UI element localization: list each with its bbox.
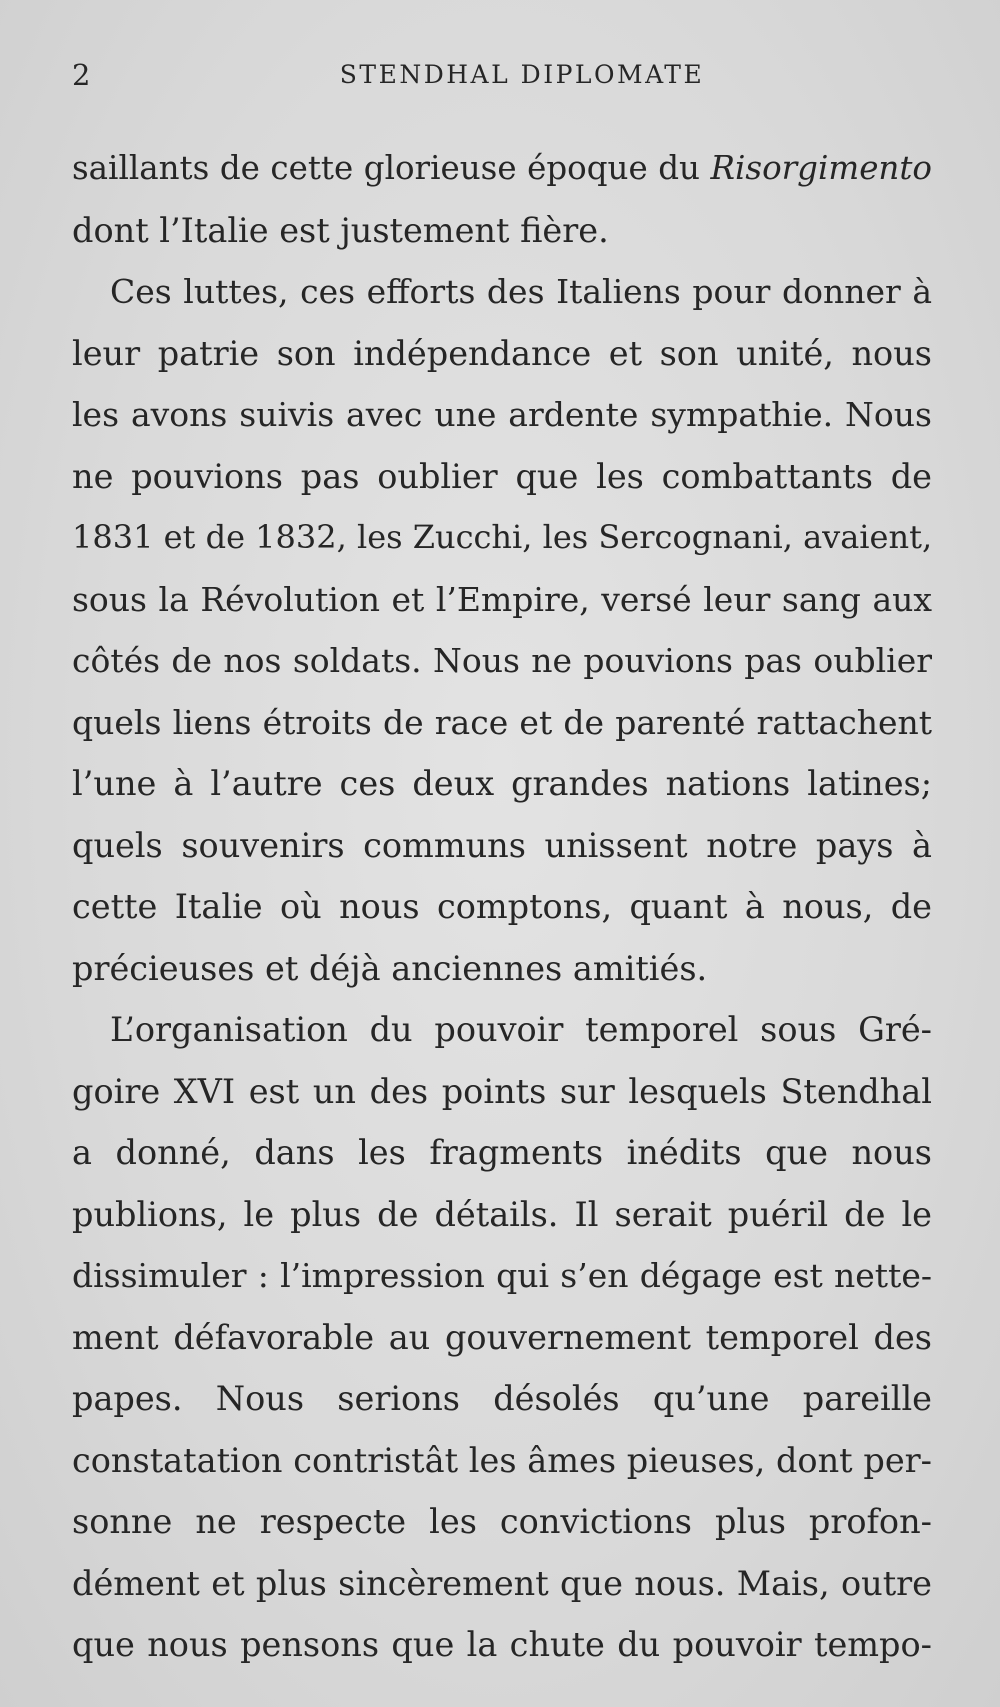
text-line: [72, 138, 932, 200]
text-line: [72, 200, 932, 262]
line-text: dément et plus sincèrement que nous. Mais, outre: [72, 1563, 932, 1603]
text-line: [72, 1491, 932, 1553]
text-line: [72, 446, 932, 508]
line-text: dissimuler : l’impression qui s’en dégage est nette-: [72, 1256, 932, 1295]
line-text: goire XVI est un des points sur lesquels Stendhal: [72, 1071, 932, 1111]
text-line: [72, 999, 932, 1061]
line-text: L’organisation du pouvoir temporel sous Gré-: [110, 1010, 932, 1049]
text-line: [72, 1307, 932, 1369]
text-line: [72, 876, 932, 938]
text-line: [72, 1061, 932, 1123]
text-line: [72, 692, 932, 754]
text-line: [72, 1368, 932, 1430]
text-line: [72, 507, 932, 569]
line-text: a donné, dans les fragments inédits que nous: [72, 1133, 932, 1172]
text-line: [72, 1614, 932, 1676]
text-line: [72, 569, 932, 631]
running-title: STENDHAL DIPLOMATE: [339, 60, 705, 89]
line-text: l’une à l’autre ces deux grandes nations latines;: [72, 764, 932, 803]
line-text: leur patrie son indépendance et son unité, nous: [72, 333, 932, 373]
body-text: [72, 138, 932, 1676]
line-text: quels souvenirs communs unissent notre pays à: [72, 825, 932, 865]
text-line: [72, 1122, 932, 1184]
text-line: [72, 630, 932, 692]
running-head: [72, 58, 932, 98]
text-line: [72, 261, 932, 323]
line-text: saillants de cette glorieuse époque du: [72, 149, 711, 187]
line-text: cette Italie où nous comptons, quant à nous, de: [72, 887, 932, 926]
line-text: papes. Nous serions désolés qu’une pareille: [72, 1379, 932, 1418]
line-text: sonne ne respecte les convictions plus profon-: [72, 1502, 932, 1541]
italic-term: Risorgimento: [710, 149, 932, 187]
text-line: [72, 1184, 932, 1246]
text-line: [72, 938, 932, 1000]
line-text: les avons suivis avec une ardente sympathie. Nous: [72, 395, 932, 434]
line-text: 1831 et de 1832, les Zucchi, les Sercognani, avaient,: [72, 518, 932, 556]
text-line: [72, 1430, 932, 1492]
line-text: constatation contristât les âmes pieuses, dont per-: [72, 1440, 932, 1480]
line-text: ne pouvions pas oublier que les combattants de: [72, 456, 932, 496]
line-text: côtés de nos soldats. Nous ne pouvions pas oublier: [72, 641, 932, 680]
text-line: [72, 384, 932, 446]
line-text: précieuses et déjà anciennes amitiés.: [72, 948, 708, 988]
page-number: 2: [72, 58, 91, 92]
line-text: que nous pensons que la chute du pouvoir tempo-: [72, 1625, 932, 1664]
line-text: dont l’Italie est justement fière.: [72, 210, 609, 250]
line-text: quels liens étroits de race et de parenté rattachent: [72, 702, 932, 742]
text-line: [72, 323, 932, 385]
text-line: [72, 815, 932, 877]
text-line: [72, 753, 932, 815]
line-text: ment défavorable au gouvernement temporel des: [72, 1317, 932, 1357]
line-text: publions, le plus de détails. Il serait puéril de le: [72, 1194, 932, 1234]
text-line: [72, 1245, 932, 1307]
line-text: Ces luttes, ces efforts des Italiens pour donner à: [110, 272, 932, 311]
text-line: [72, 1553, 932, 1615]
line-text: sous la Révolution et l’Empire, versé leur sang aux: [72, 579, 932, 619]
